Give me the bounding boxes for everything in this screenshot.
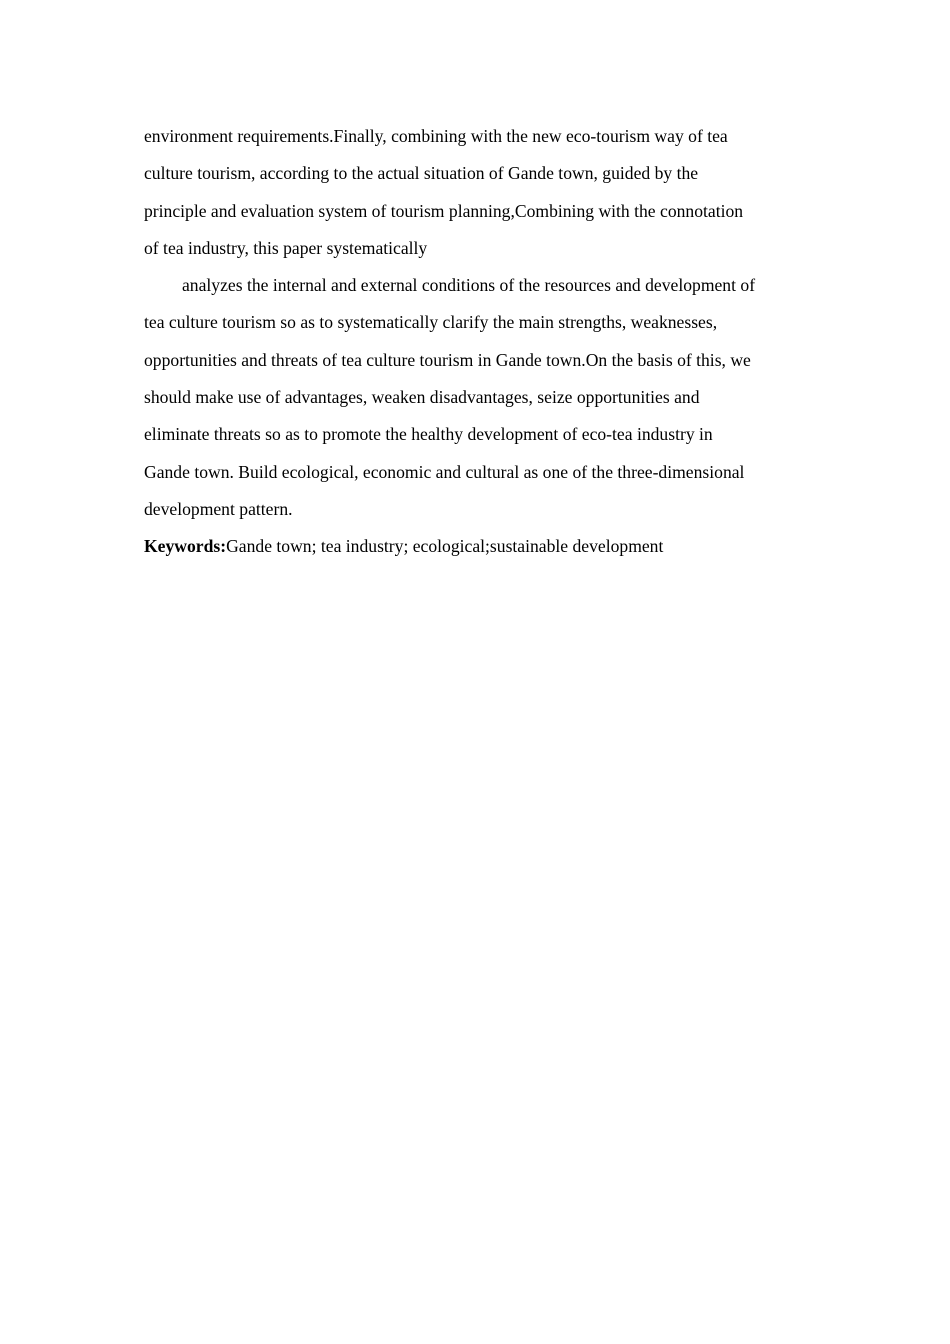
- keywords-label: Keywords:: [144, 536, 227, 557]
- text-line: culture tourism, according to the actual situation of Gande town, guided by the: [144, 163, 699, 184]
- text-line: eliminate threats so as to promote the healthy development of eco-tea industry in: [144, 424, 713, 445]
- text-line: analyzes the internal and external conditions of the resources and development of: [182, 275, 756, 296]
- text-line: Gande town. Build ecological, economic and cultural as one of the three-dimensional: [144, 461, 745, 482]
- text-line: should make use of advantages, weaken disadvantages, seize opportunities and: [144, 387, 700, 408]
- keywords-value: Gande town; tea industry; ecological;sustainable development: [226, 536, 664, 557]
- text-line: principle and evaluation system of tourism planning,Combining with the connotation: [144, 200, 744, 221]
- text-line: of tea industry, this paper systematically: [144, 237, 428, 258]
- paragraph-2: [144, 267, 809, 528]
- keywords-line: [144, 528, 809, 565]
- text-line: opportunities and threats of tea culture tourism in Gande town.On the basis of this, we: [144, 349, 751, 370]
- text-line: tea culture tourism so as to systematically clarify the main strengths, weaknesses,: [144, 312, 718, 333]
- abstract-text: [144, 118, 809, 566]
- text-line: development pattern.: [144, 498, 293, 519]
- text-line: environment requirements.Finally, combining with the new eco-tourism way of tea: [144, 126, 728, 146]
- paragraph-1: [144, 118, 809, 267]
